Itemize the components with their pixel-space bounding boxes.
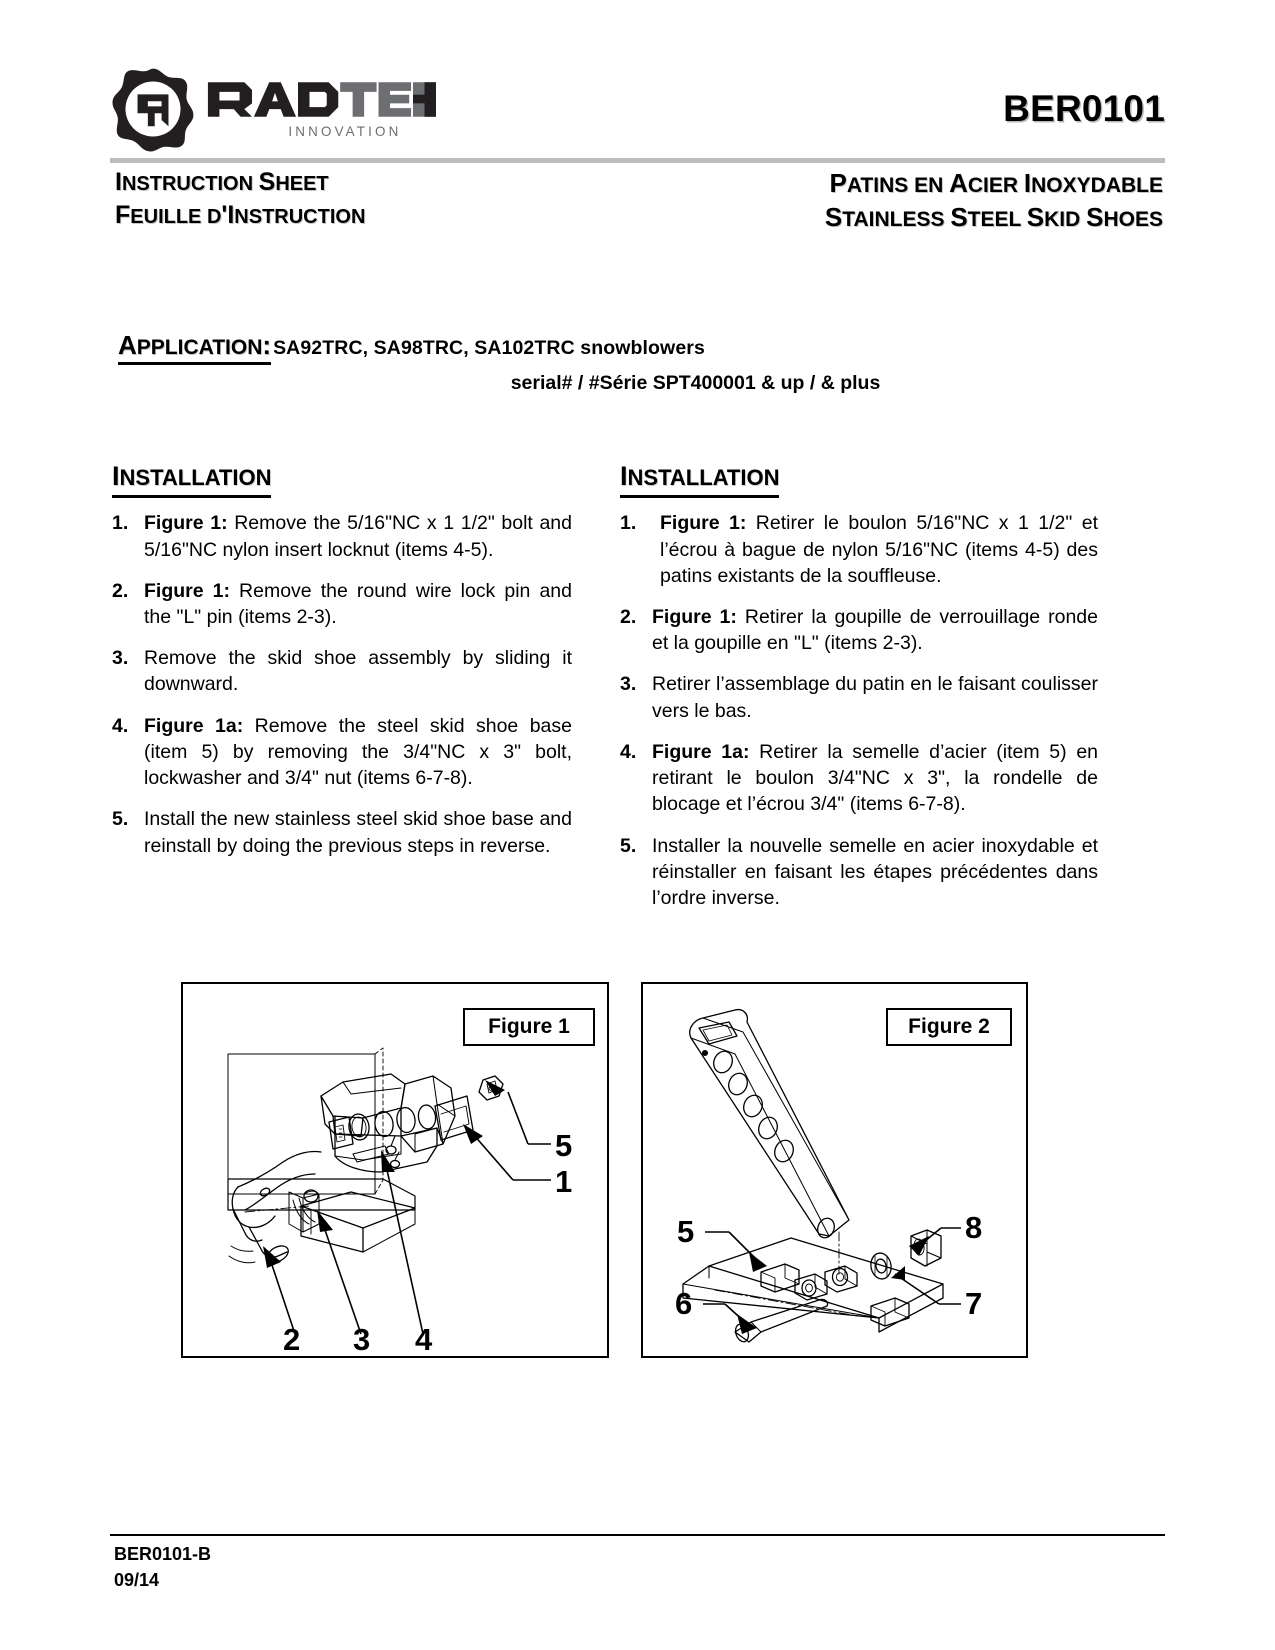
figure-callout-4: 4 — [415, 1322, 433, 1356]
steps-list-french — [620, 510, 1098, 911]
step-text: Remove the steel skid shoe base (item 5) by removing the 3/4"NC x 3" bolt, lockwasher and 3/4" nut (items 6-7-8). — [144, 714, 573, 790]
header-left-titles — [115, 166, 365, 232]
list-item — [620, 604, 1098, 656]
figure-callout-6: 6 — [675, 1286, 693, 1321]
list-item — [620, 510, 1098, 589]
list-item — [620, 833, 1098, 912]
step-number: 5. — [620, 834, 637, 857]
list-item — [112, 510, 572, 562]
step-lead: Figure 1: — [144, 512, 228, 535]
list-item — [620, 739, 1098, 818]
list-item — [112, 713, 572, 792]
header-right-titles — [825, 166, 1163, 235]
figure-callout-7: 7 — [965, 1286, 983, 1321]
application-label: APPLICATION: — [118, 330, 271, 365]
step-lead: Figure 1: — [660, 512, 747, 535]
step-text: Installer la nouvelle semelle en acier inoxydable et réinstaller en faisant les étapes précédentes dans l’ordre inverse. — [652, 834, 1098, 909]
step-text: Remove the 5/16"NC x 1 1/2" bolt and 5/16"NC nylon insert locknut (items 4-5). — [144, 512, 572, 561]
step-text: Retirer le boulon 5/16"NC x 1 1/2" et l’écrou à bague de nylon 5/16"NC (items 4-5) des patins existants de la souffleuse. — [660, 512, 1098, 587]
product-title-fr: PATINS EN ACIER INOXYDABLE — [829, 168, 1163, 198]
list-item — [620, 671, 1098, 723]
figure-callout-5: 5 — [555, 1128, 573, 1163]
installation-title-en: INSTALLATION — [112, 458, 271, 498]
step-number: 3. — [620, 673, 637, 696]
application-section — [118, 330, 1158, 395]
step-number: 2. — [620, 605, 637, 628]
figure-callout-5: 5 — [677, 1214, 695, 1249]
step-number: 2. — [112, 579, 129, 602]
step-number: 5. — [112, 808, 129, 831]
document-footer — [114, 1542, 211, 1593]
svg-text:INNOVATION: INNOVATION — [288, 123, 402, 139]
header-title-en: INSTRUCTION SHEET — [115, 168, 329, 196]
figure-callout-8: 8 — [965, 1210, 983, 1245]
figure-callout-3: 3 — [353, 1322, 371, 1356]
installation-column-french — [620, 458, 1098, 926]
step-number: 4. — [112, 714, 129, 737]
footer-divider-rule — [110, 1534, 1165, 1536]
figure-2-label: Figure 2 — [886, 1008, 1012, 1046]
application-serial: serial# / #Série SPT400001 & up / & plus — [510, 372, 881, 394]
steps-list-english — [112, 510, 572, 858]
radtech-emblem-icon — [110, 66, 196, 152]
product-title-en: STAINLESS STEEL SKID SHOES — [824, 202, 1163, 233]
figure-callout-1: 1 — [555, 1164, 573, 1199]
figure-callout-2: 2 — [283, 1322, 301, 1356]
step-text: Remove the round wire lock pin and the "L" pin (items 2-3). — [144, 579, 572, 628]
figure-1-label: Figure 1 — [463, 1008, 595, 1046]
step-number: 3. — [112, 647, 129, 670]
step-lead: Figure 1: — [144, 579, 230, 602]
footer-date: 09/14 — [114, 1569, 160, 1590]
list-item — [112, 578, 572, 630]
step-number: 1. — [620, 512, 637, 535]
list-item — [112, 645, 572, 697]
step-text: Remove the skid shoe assembly by sliding it downward. — [144, 647, 572, 696]
step-lead: Figure 1: — [652, 605, 737, 628]
radtech-wordmark-icon — [206, 76, 436, 146]
application-line — [118, 330, 1158, 365]
step-text: Install the new stainless steel skid shoe base and reinstall by doing the previous steps in reverse. — [144, 808, 572, 857]
brand-logo — [110, 66, 410, 148]
installation-column-english — [112, 458, 572, 874]
step-text: Retirer l’assemblage du patin en le faisant coulisser vers le bas. — [652, 673, 1098, 722]
document-code: BER0101 — [1003, 88, 1165, 129]
step-number: 1. — [112, 512, 129, 535]
step-text: Retirer la semelle d’acier (item 5) en retirant le boulon 3/4"NC x 3", la rondelle de blocage et l’écrou 3/4" (items 6-7-8). — [652, 740, 1099, 816]
step-lead: Figure 1a: — [652, 740, 750, 763]
document-header — [110, 62, 1165, 232]
installation-title-fr: INSTALLATION — [620, 458, 779, 498]
step-number: 4. — [620, 740, 637, 763]
application-value: SA92TRC, SA98TRC, SA102TRC snowblowers — [273, 337, 705, 359]
footer-revision: BER0101-B — [114, 1544, 212, 1564]
step-lead: Figure 1a: — [144, 714, 244, 737]
header-title-fr: FEUILLE D'INSTRUCTION — [115, 201, 366, 229]
list-item — [112, 806, 572, 858]
step-text: Retirer la goupille de verrouillage ronde et la goupille en "L" (items 2-3). — [652, 605, 1098, 655]
header-divider-rule — [110, 158, 1165, 163]
